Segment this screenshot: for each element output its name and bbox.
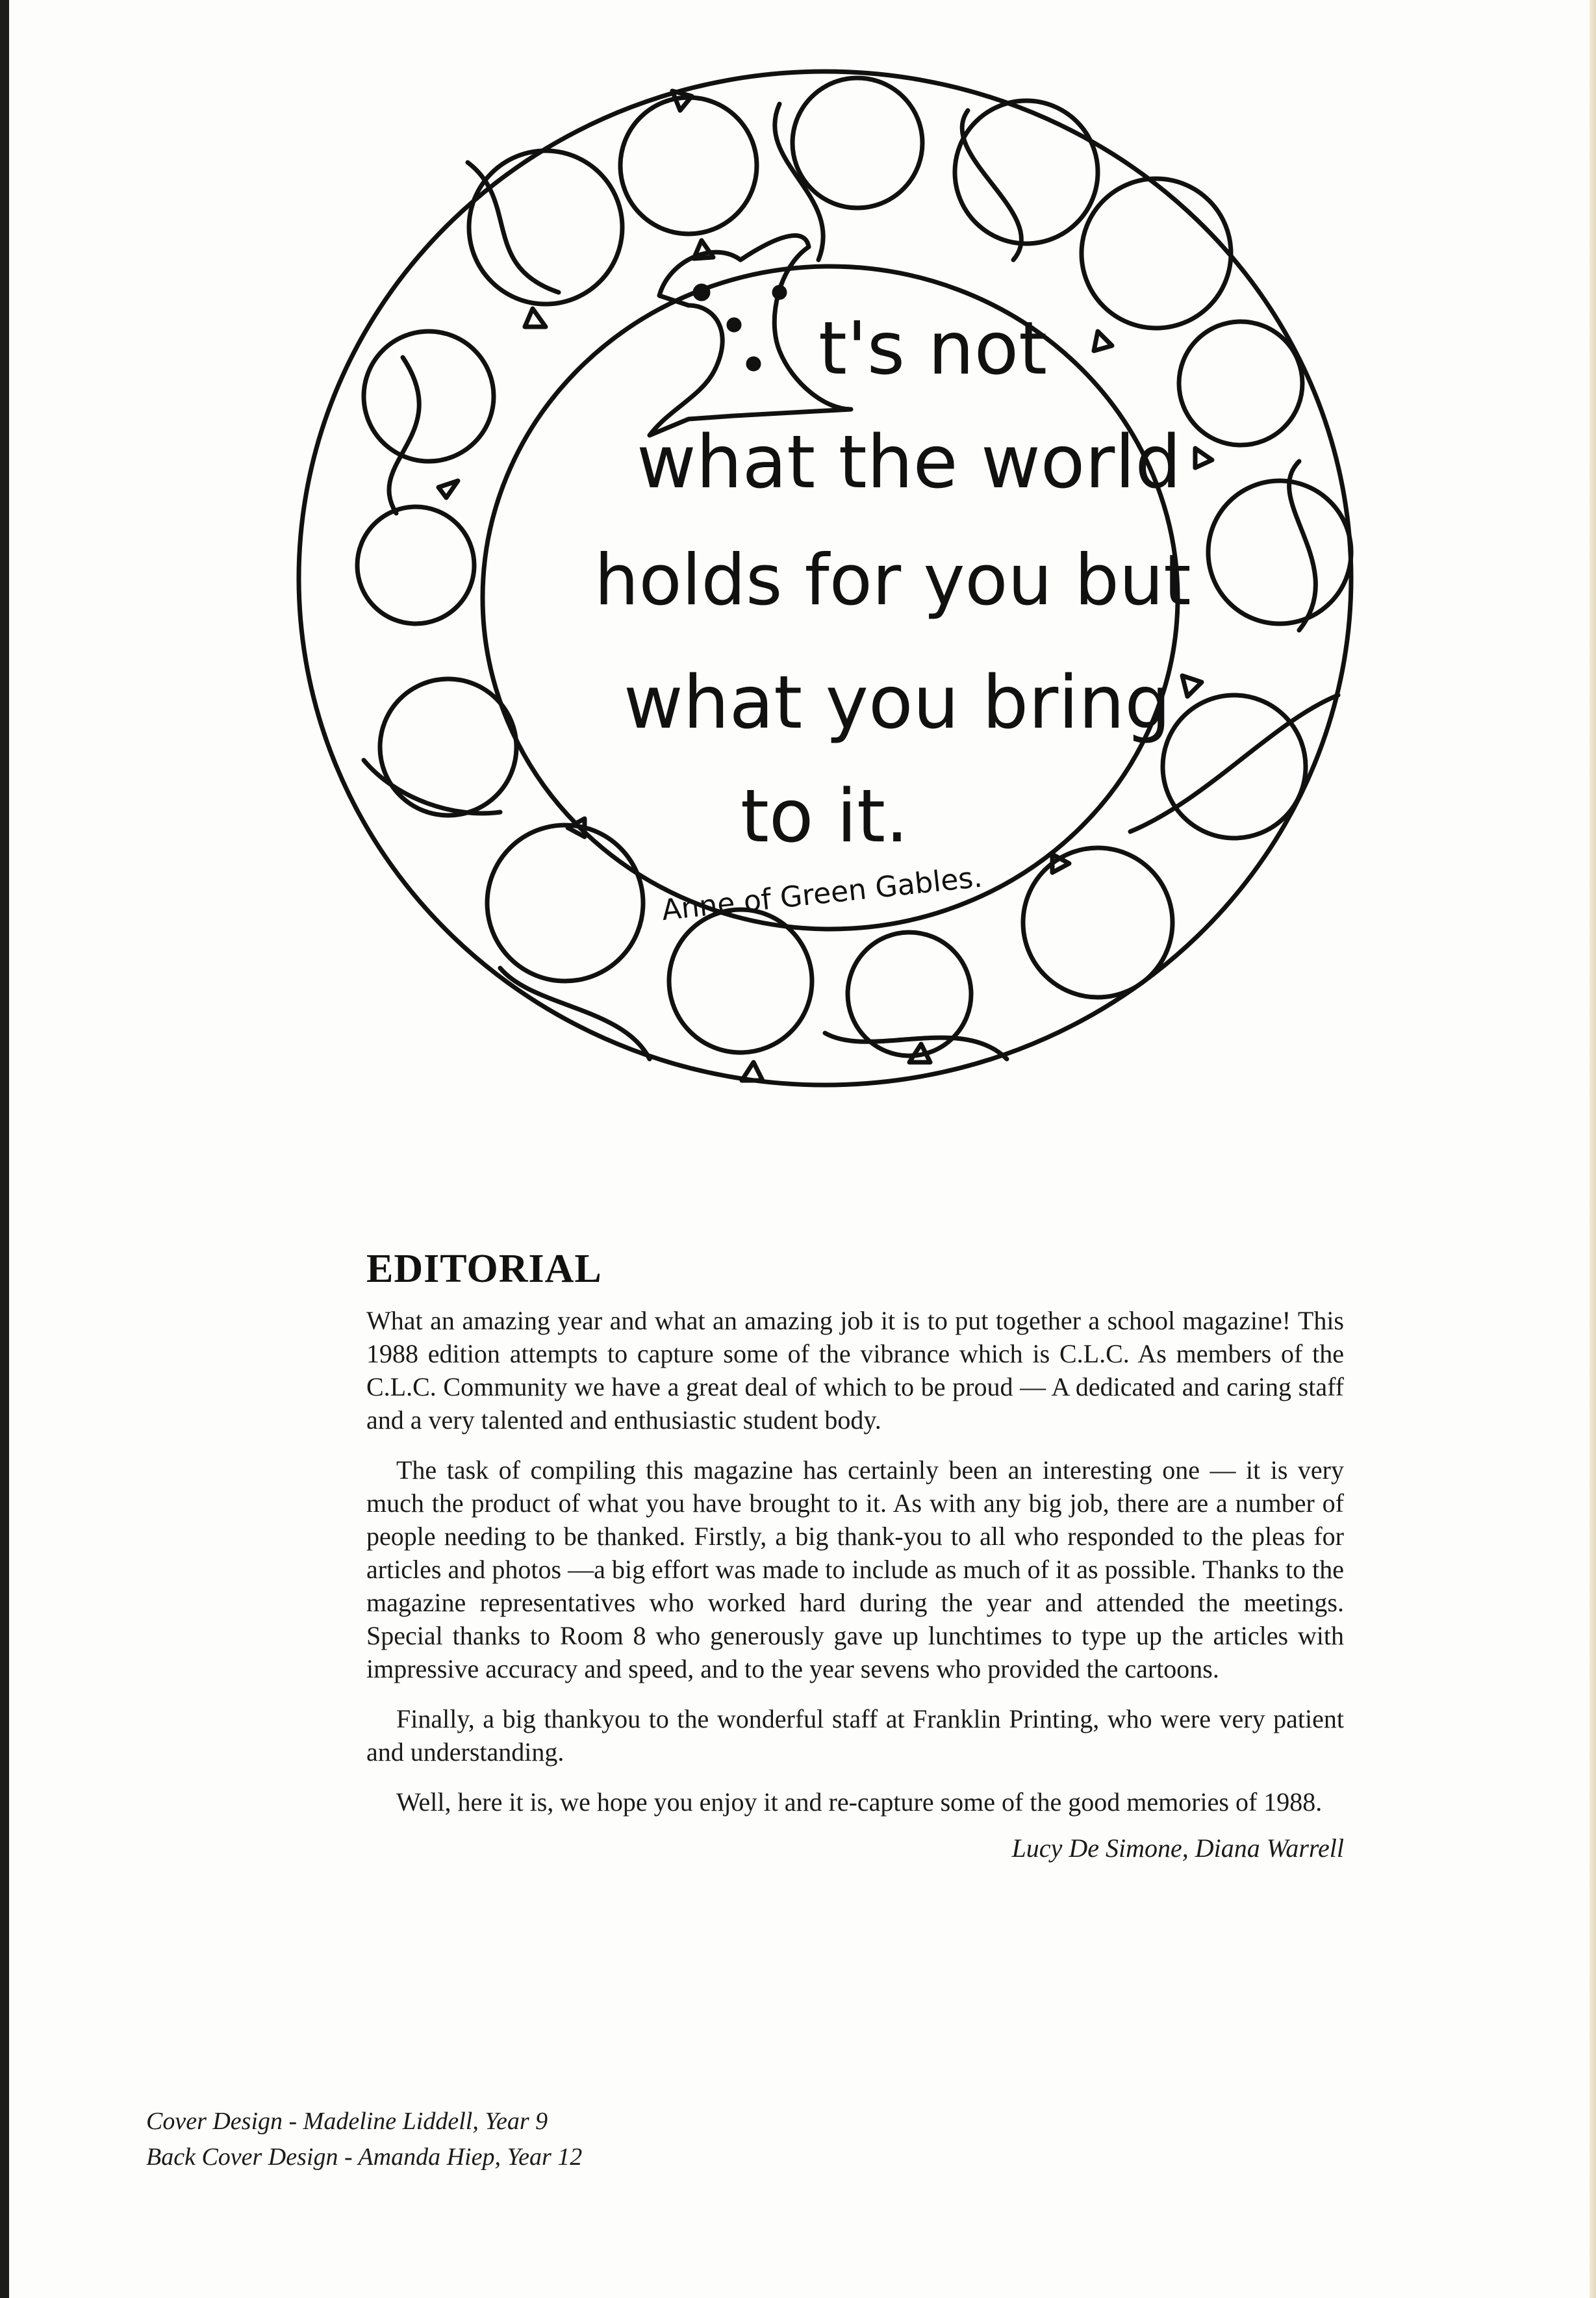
editorial-paragraph-1: What an amazing year and what an amazing job it is to put together a school magazine! This 1988 edition attempts to capture some of the vibrance which is C.L.C. As members of the C.L.C. Community we have a great deal of which to be proud — A dedicated and caring staff and a very talented and enthusiastic student body. xyxy=(366,1306,1344,1435)
quote-line-5: to it. xyxy=(741,774,909,859)
cover-design-credit: Cover Design - Madeline Liddell, Year 9 xyxy=(146,2108,548,2135)
quote-illustration xyxy=(286,45,1364,1111)
design-credits xyxy=(146,2104,582,2175)
editorial-paragraph-4: Well, here it is, we hope you enjoy it and re-capture some of the good memories of 1988. xyxy=(396,1787,1323,1817)
scan-left-edge xyxy=(0,0,9,2298)
balloon-plate-drawing xyxy=(286,45,1364,1111)
editorial-signature: Lucy De Simone, Diana Warrell xyxy=(1011,1833,1344,1863)
editorial-title: EDITORIAL xyxy=(366,1247,602,1291)
quote-line-4: what you bring xyxy=(624,661,1171,745)
editorial-section xyxy=(366,1246,1344,1863)
quote-line-1: t's not xyxy=(818,307,1048,391)
quote-line-2: what the world xyxy=(637,420,1182,505)
handwritten-quote xyxy=(594,307,1191,927)
quote-line-3: holds for you but xyxy=(594,540,1191,621)
editorial-paragraph-3: Finally, a big thankyou to the wonderful staff at Franklin Printing, who were very patient and understanding. xyxy=(366,1704,1344,1767)
scan-right-edge xyxy=(1590,0,1596,2298)
quote-attribution: Anne of Green Gables. xyxy=(660,860,984,928)
editorial-paragraph-2: The task of compiling this magazine has certainly been an interesting one — it is very much the product of what you have brought to it. As with any big job, there are a number of people needing to be thanked. Firstly, a big thank-you to all who responded to the pleas for articles and photos —a big effort was made to include as much of it as possible. Thanks to the magazine representatives who worked hard during the year and attended the meetings. Special thanks to Room 8 who generously gave up lunchtimes to type up the articles with impressive accuracy and speed, and to the year sevens who provided the cartoons. xyxy=(366,1455,1344,1683)
back-cover-design-credit: Back Cover Design - Amanda Hiep, Year 12 xyxy=(146,2143,583,2171)
